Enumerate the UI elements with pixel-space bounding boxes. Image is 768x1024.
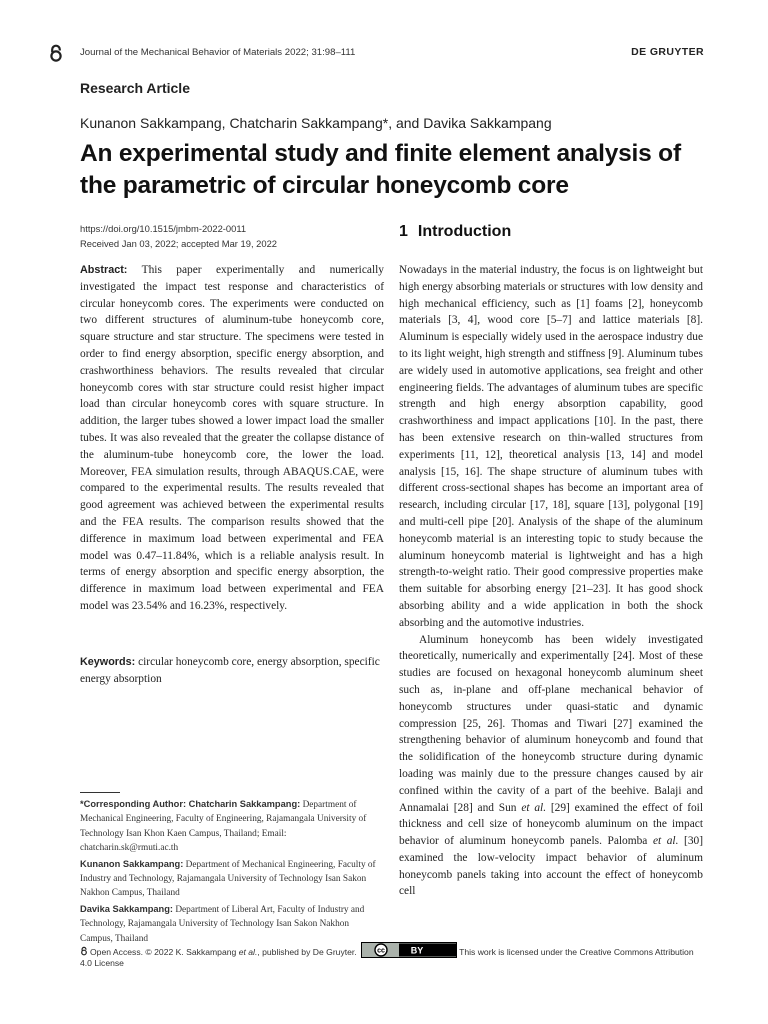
intro-p2-a: Aluminum honeycomb has been widely investigated theoretically, numerically and experimentally [24]. Most of these studies are focused on hexagonal honeycomb aluminum sheet such as, in-plane and off-plane mechanical behavior of honeycomb structures under quasi-static and dynamic compression [25, 26]. Thomas and Tiwari [27] examined the strengthening behavior of aluminum honeycomb and found that the solidification of the honeycomb structure during dynamic loading was mainly due to the pressure changes caused by air confined within the cavity of a part of the beehive. Balaji and Annamalai [28] and Sun — [399, 633, 703, 814]
footnote-corresponding-text: Department of Mechanical Engineering, Faculty of Engineering, Rajamangala University of Technology Isan Khon Kaen Campus, Thailand; Email: chatcharin.sk@rmuti.ac.th — [80, 800, 367, 854]
intro-paragraph-2 — [399, 632, 703, 901]
article-type: Research Article — [80, 80, 190, 96]
keywords — [80, 654, 384, 688]
abstract-label: Abstract: — [80, 264, 128, 276]
publisher-name: DE GRUYTER — [631, 46, 704, 58]
license-etal: et al. — [238, 947, 258, 957]
footnote-author2-label: Davika Sakkampang: — [80, 903, 174, 914]
article-title: An experimental study and finite element analysis of the parametric of circular honeycomb core — [80, 140, 681, 199]
intro-p2-etal-1: et al. — [521, 801, 547, 814]
author-footnotes — [80, 797, 384, 947]
abstract — [80, 262, 384, 615]
license-text-1: Open Access. © 2022 K. Sakkampang — [90, 947, 239, 957]
open-access-icon — [80, 946, 88, 956]
license-text-3: This work is licensed under the Creative Commons Attribution 4.0 License — [80, 947, 694, 968]
intro-paragraph-1: Nowadays in the material industry, the focus is on lightweight but high energy absorbing materials or structures with low density and high mechanical efficiency, such as [1] foams [2], honeycomb materials [3, 4], wood core [5–7] and lattice materials [8]. Aluminum is especially widely used in the aerospace industry due to its light weight, high strength and stiffness [9]. Aluminum tubes are widely used in automotive applications, sea freight and other engineering fields. The advantages of aluminum tubes are specific strength and high energy absorption capability, good crashworthiness and impact applications [10]. In the past, there has been extensive research on thin-walled structures from experiments [11, 12], theoretical analysis [13, 14] and model analysis [15, 16]. The shape structure of aluminum tubes with different cross-sectional shapes has become an important area of research, including circular [17, 18], square [13], polygonal [19] and multi-cell pipe [20]. Analysis of the shape of the aluminum honeycomb material is an interesting topic to study because the aluminum honeycomb material is lightweight and has a high strength-to-weight ratio. Their good compressive properties make them suitable for absorbing energy [21–23]. It has good shock absorbing ability and a wide application in both the shock absorbing and the automotive industries. — [399, 264, 703, 629]
keywords-text: circular honeycomb core, energy absorption, specific energy absorption — [80, 656, 380, 685]
by-badge-label: BY — [410, 945, 424, 956]
footnote-author1-label: Kunanon Sakkampang: — [80, 858, 184, 869]
footnote-author1-text: Department of Mechanical Engineering, Faculty of Industry and Technology, Rajamangala University of Technology Isan Sakon Nakhon Campus, Thailand — [80, 859, 376, 899]
author-list: Kunanon Sakkampang, Chatcharin Sakkampang*, and Davika Sakkampang — [80, 115, 552, 131]
license-line — [80, 942, 704, 969]
journal-citation: Journal of the Mechanical Behavior of Materials 2022; 31:98–111 — [80, 47, 356, 58]
section-heading — [399, 223, 511, 241]
page-header — [48, 44, 704, 64]
footnote-author2 — [80, 902, 384, 946]
open-access-icon — [48, 44, 64, 62]
received-date: Received Jan 03, 2022; accepted Mar 19, 2022 — [80, 238, 278, 249]
footnote-corresponding-label: *Corresponding Author: Chatcharin Sakkampang: — [80, 799, 301, 809]
footnote-corresponding — [80, 797, 384, 856]
keywords-label: Keywords: — [80, 656, 136, 668]
abstract-text: This paper experimentally and numerically investigated the impact test response and characteristics of circular honeycomb cores. The experiments were conducted on two different structures of aluminum-tube honeycomb core, square structure and star structure. The specimens were tested in order to find energy absorption, specific energy absorption, and crashworthiness behaviors. The results revealed that circular honeycomb cores with star structure could resist higher impact load than circular honeycomb cores with square structure. In addition, the larger tubes showed a lower impact load the smaller tubes. It was also revealed that the greater the collapse distance of the aluminum-tube honeycomb core, the lower the load. Moreover, FEA simulation results, through ABAQUS.CAE, were compared to the experimental results. The results revealed that good agreement was achieved between the experimental results and the FEA results. The comparison results showed that the difference in maximum load between experimental and FEA model was 0.47–11.84%, which is a reliable analysis result. In terms of energy absorption and specific energy absorption, the difference in maximum load between experimental and FEA model was 23.54% and 16.23%, respectively. — [80, 264, 384, 612]
section-title: Introduction — [417, 223, 512, 240]
footnote-author1 — [80, 857, 384, 901]
intro-p2-etal-2: et al. — [652, 835, 679, 848]
introduction-body — [399, 262, 703, 900]
cc-badge-label: cc — [377, 947, 385, 955]
doi-link[interactable]: https://doi.org/10.1515/jmbm-2022-0011 — [80, 223, 247, 234]
intro-p2-c: [30] examined the low-velocity impact behavior of aluminum honeycomb panels taking into account the effect of honeycomb cell — [399, 835, 704, 898]
cc-by-badge[interactable] — [361, 942, 457, 958]
section-number: 1 — [399, 223, 408, 240]
article-meta — [80, 221, 380, 251]
footnote-divider — [80, 792, 120, 793]
intro-p2-b: [29] examined the effect of foil thickness and cell size of honeycomb aluminum on the impact behavior of aluminum honeycomb panels. Palomba — [399, 801, 704, 848]
license-text-2: , published by De Gruyter. — [257, 947, 357, 957]
footnote-author2-text: Department of Liberal Art, Faculty of Industry and Technology, Rajamangala University of Technology Isan Sakon Nakhon Campus, Thailand — [80, 904, 365, 944]
